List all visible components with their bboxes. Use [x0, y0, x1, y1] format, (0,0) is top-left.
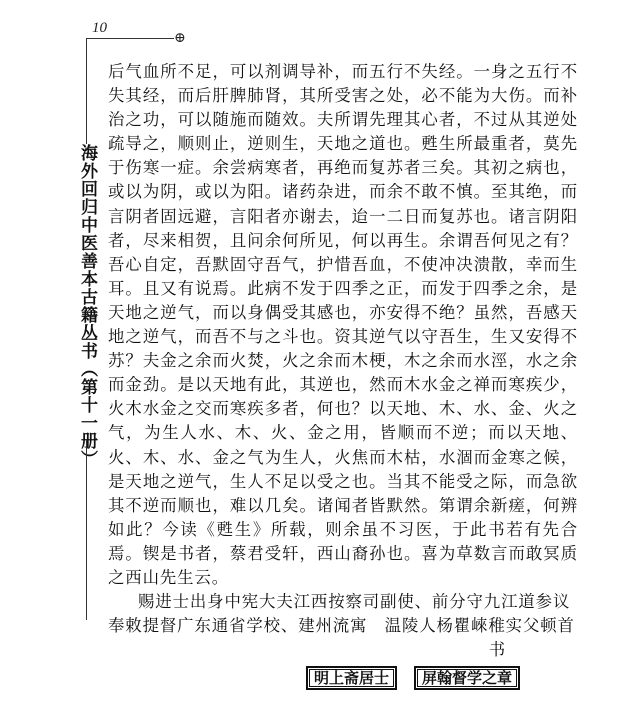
signature-line-3: 书: [488, 640, 506, 660]
signature-block: [108, 590, 578, 662]
signature-line-1: 赐进士出身中宪大夫江西按察司副使、前分守九江道参议: [138, 592, 571, 611]
signature-line-2: 奉敕提督广东通省学校、建州流寓 温陵人杨瞿崍稚实父顿首: [108, 616, 575, 636]
page-number: 10: [92, 20, 107, 36]
series-title-vertical: 海外回归中医善本古籍丛书（第十一册）: [77, 144, 97, 468]
body-paragraph: 后气血所不足，可以剂调导补，而五行不失经。一身之五行不失其经，而后肝脾肺肾，其所受害之处，必不能为大伤。而补治之功，可以随施而随效。夫所谓先理其心者，不过从其逆处疏导之，顺则止，逆则生，天地之道也。甦生所最重者，莫先于伤寒一症。余尝病寒者，再绝而复苏者三矣。其初之病也，或以为阴，或以为阳。诸药杂进，而余不敢不慎。至其绝，而言阴者固远避，言阳者亦谢去，迨一二日而复苏也。诸言阴阳者，尽来相贺，且问余何所见，何以再生。余谓吾何见之有？吾心自定，吾默固守吾气，护惜吾血，不使冲决溃散，幸而生耳。且又有说焉。此病不发于四季之正，而发于四季之余，是天地之逆气，而以身偶受其感也，亦安得不绝？虽然，吾感天地之逆气，而吾不与之斗也。资其逆气以守吾生，生又安得不苏？夫金之余而火焚，火之余而木梗，木之余而水涇，水之余而金劲。是以天地有此，其逆也，然而木水金之禅而寒疾少，火木水金之交而寒疾多者，何也？以天地、木、水、金、火之气，为生人水、木、火、金之用，皆顺而不逆；而以天地、火、木、水、金之气为生人，火焦而木枯，水涸而金寒之候，是天地之逆气，生人不足以受之也。当其不能受之际，而急欲其不逆而顺也，难以几矣。诸闻者皆默然。第谓余新瘥，何辨如此？今读《甦生》所载，则余虽不习医，于此书若有先合焉。锲是书者，蔡君受轩，西山裔孙也。喜为草数言而敢冥质之西山先生云。: [108, 62, 578, 587]
header-ornament-icon: ⊕: [174, 30, 186, 46]
main-text-block: [108, 60, 578, 590]
seal-stamp-left: 明上斋居士: [306, 666, 397, 690]
side-rule-bottom: [86, 440, 87, 620]
seal-stamp-right: 屏翰督学之章: [414, 666, 520, 690]
header-rule: [86, 38, 174, 39]
side-rule-top: [86, 38, 87, 144]
